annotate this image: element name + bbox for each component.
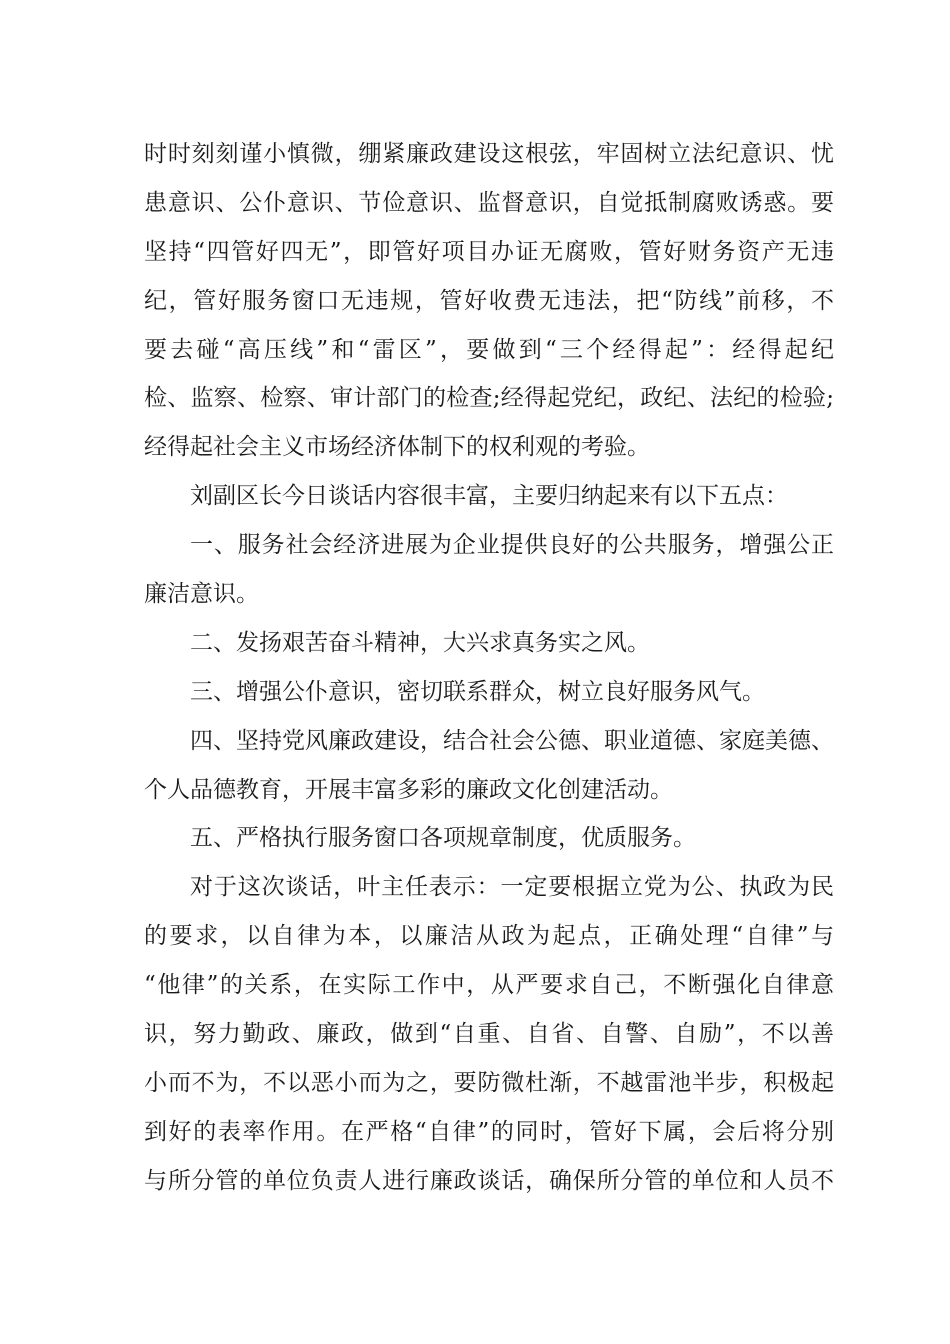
text-line: “他律”的关系，在实际工作中，从严要求自己，不断强化自律意 bbox=[144, 972, 834, 999]
text-line: 廉洁意识。 bbox=[144, 581, 259, 608]
paragraph-line: 四、坚持党风廉政建设，结合社会公德、职业道德、家庭美德、 bbox=[190, 727, 834, 754]
document-body bbox=[144, 130, 834, 1206]
text-line: 纪，管好服务窗口无违规，管好收费无违法，把“防线”前移，不 bbox=[144, 287, 834, 314]
paragraph-line: 刘副区长今日谈话内容很丰富，主要归纳起来有以下五点： bbox=[190, 483, 788, 510]
text-line: 识，努力勤政、廉政，做到“自重、自省、自警、自励”，不以善 bbox=[144, 1021, 834, 1048]
text-line: 到好的表率作用。在严格“自律”的同时，管好下属，会后将分别 bbox=[144, 1118, 834, 1145]
text-line: 的要求，以自律为本，以廉洁从政为起点，正确处理“自律”与 bbox=[144, 923, 834, 950]
text-line: 经得起社会主义市场经济体制下的权利观的考验。 bbox=[144, 434, 650, 461]
text-line: 患意识、公仆意识、节俭意识、监督意识，自觉抵制腐败诱惑。要 bbox=[144, 189, 834, 216]
paragraph-line: 三、增强公仆意识，密切联系群众，树立良好服务风气。 bbox=[190, 678, 765, 705]
text-line: 检、监察、检察、审计部门的检查;经得起党纪，政纪、法纪的检验; bbox=[144, 385, 834, 412]
text-line: 坚持“四管好四无”，即管好项目办证无腐败，管好财务资产无违 bbox=[144, 238, 834, 265]
text-line: 时时刻刻谨小慎微，绷紧廉政建设这根弦，牢固树立法纪意识、忧 bbox=[144, 141, 834, 167]
paragraph-line: 二、发扬艰苦奋斗精神，大兴求真务实之风。 bbox=[190, 629, 650, 656]
text-line: 个人品德教育，开展丰富多彩的廉政文化创建活动。 bbox=[144, 776, 673, 803]
text-line: 与所分管的单位负责人进行廉政谈话，确保所分管的单位和人员不 bbox=[144, 1167, 834, 1194]
text-line: 要去碰“高压线”和“雷区”，要做到“三个经得起”：经得起纪 bbox=[144, 336, 834, 363]
paragraph-line: 对于这次谈话，叶主任表示：一定要根据立党为公、执政为民 bbox=[190, 874, 834, 901]
paragraph-line: 一、服务社会经济进展为企业提供良好的公共服务，增强公正 bbox=[190, 532, 834, 559]
paragraph-line: 五、严格执行服务窗口各项规章制度，优质服务。 bbox=[190, 825, 696, 852]
text-line: 小而不为，不以恶小而为之，要防微杜渐，不越雷池半步，积极起 bbox=[144, 1069, 834, 1096]
